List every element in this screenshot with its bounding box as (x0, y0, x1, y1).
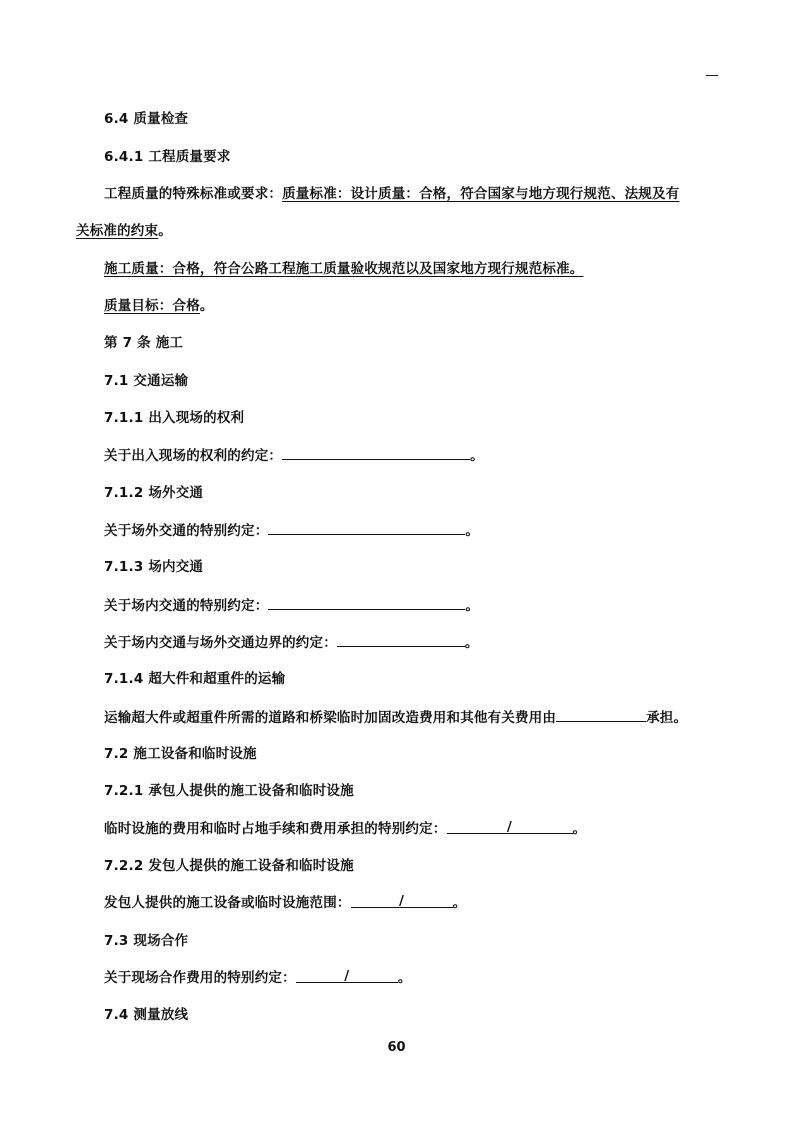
entry-rights-label: 关于出入现场的权利的约定： (104, 448, 283, 464)
site-coop-label: 关于现场合作费用的特别约定： (104, 970, 296, 986)
offsite-traffic-blank[interactable] (268, 521, 465, 535)
site-coop-period: 。 (397, 970, 412, 986)
quality-requirement-value-1: 质量标准：设计质量：合格，符合国家与地方现行规范、法规及有 (282, 186, 680, 202)
traffic-boundary-blank[interactable] (337, 633, 465, 647)
construction-quality-line (104, 260, 584, 278)
employer-equipment-line (104, 894, 466, 912)
temp-facility-fee-label: 临时设施的费用和临时占地手续和费用承担的特别约定： (104, 821, 447, 837)
quality-requirement-line-2 (76, 222, 172, 240)
temp-facility-fee-blank[interactable] (447, 820, 573, 834)
entry-rights-blank[interactable] (282, 446, 470, 460)
heading-7-2-2: 7.2.2 发包人提供的施工设备和临时设施 (104, 858, 354, 874)
oversize-transport-blank[interactable] (556, 708, 646, 722)
employer-equipment-period: 。 (452, 895, 467, 911)
oversize-transport-line (104, 708, 687, 727)
site-coop-line (104, 969, 412, 987)
page-number: 60 (387, 1040, 406, 1055)
onsite-traffic-blank[interactable] (268, 596, 465, 610)
offsite-traffic-line (104, 521, 479, 540)
traffic-boundary-line (104, 633, 479, 652)
employer-equipment-label: 发包人提供的施工设备或临时设施范围： (104, 895, 351, 911)
temp-facility-fee-line (104, 820, 586, 838)
corner-dash-mark (706, 75, 718, 76)
entry-rights-line (104, 446, 484, 465)
quality-target-line (104, 297, 214, 315)
quality-requirement-label: 工程质量的特殊标准或要求： (104, 186, 283, 202)
oversize-transport-lead: 运输超大件或超重件所需的道路和桥梁临时加固改造费用和其他有关费用由 (104, 710, 557, 726)
site-coop-blank[interactable] (296, 969, 398, 983)
traffic-boundary-period: 。 (464, 635, 479, 651)
onsite-traffic-label: 关于场内交通的特别约定： (104, 598, 269, 614)
quality-target-period: 。 (199, 298, 214, 314)
temp-facility-fee-period: 。 (572, 821, 587, 837)
heading-7-1-1: 7.1.1 出入现场的权利 (104, 410, 245, 426)
oversize-transport-tail: 承担。 (646, 710, 688, 726)
employer-equipment-value: / (399, 893, 405, 909)
quality-requirement-line-1 (104, 185, 679, 203)
offsite-traffic-label: 关于场外交通的特别约定： (104, 523, 269, 539)
heading-7-1: 7.1 交通运输 (104, 373, 189, 389)
heading-7-2-1: 7.2.1 承包人提供的施工设备和临时设施 (104, 783, 354, 799)
heading-6-4: 6.4 质量检查 (104, 111, 189, 127)
construction-quality-text: 施工质量：合格，符合公路工程施工质量验收规范以及国家地方现行规范标准。 (104, 261, 584, 277)
traffic-boundary-label: 关于场内交通与场外交通边界的约定： (104, 635, 337, 651)
entry-rights-period: 。 (470, 448, 484, 464)
temp-facility-fee-value: / (506, 819, 513, 835)
site-coop-value: / (344, 968, 350, 984)
onsite-traffic-line (104, 596, 479, 615)
article-7-heading: 第 7 条 施工 (104, 335, 184, 351)
heading-7-2: 7.2 施工设备和临时设施 (104, 746, 257, 762)
quality-requirement-value-2: 关标准的约束 (76, 223, 159, 239)
heading-7-1-3: 7.1.3 场内交通 (104, 559, 204, 575)
quality-requirement-period: 。 (158, 223, 172, 239)
onsite-traffic-period: 。 (465, 598, 480, 614)
heading-7-1-4: 7.1.4 超大件和超重件的运输 (104, 671, 286, 687)
heading-7-4: 7.4 测量放线 (104, 1007, 189, 1023)
employer-equipment-blank[interactable] (351, 894, 453, 908)
heading-6-4-1: 6.4.1 工程质量要求 (104, 149, 231, 165)
heading-7-3: 7.3 现场合作 (104, 933, 189, 949)
quality-target-text: 质量目标：合格 (104, 298, 200, 314)
heading-7-1-2: 7.1.2 场外交通 (104, 485, 204, 501)
offsite-traffic-period: 。 (465, 523, 480, 539)
